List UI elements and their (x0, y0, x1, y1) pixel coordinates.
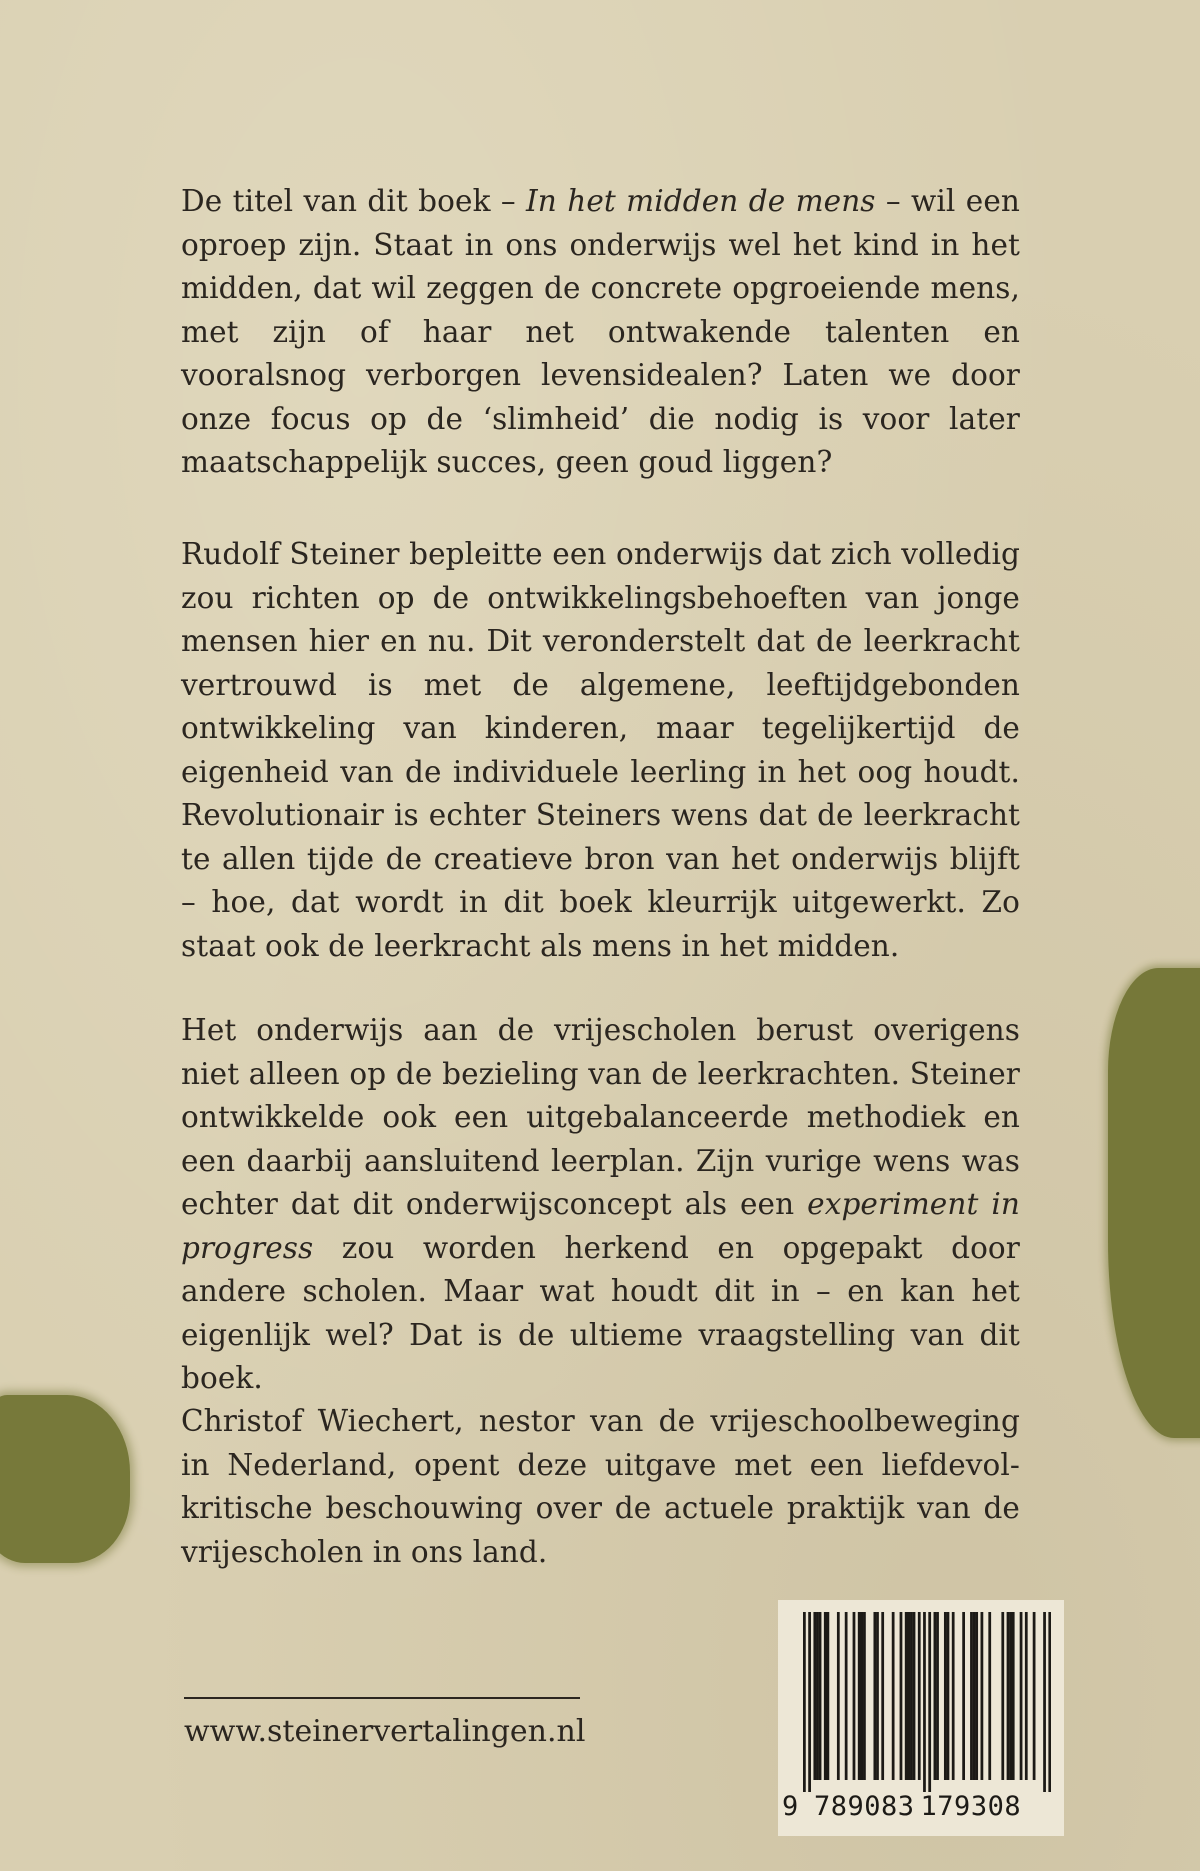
barcode-bar (952, 1612, 955, 1780)
p2-text: Rudolf Steiner bepleitte een onderwijs dat zich volledig zou richten op de ontwikkelingsbehoeften van jonge mensen hier en nu. Dit veronderstelt dat de leerkracht vertrouwd is met de algemene, leeftijdgebonden ontwikkeling van kinderen, maar tegelijkertijd de eigenheid van de individuele leerling in het oog houdt. Revolutionair is echter Steiners wens dat de leerkracht te allen tijde de creatieve bron van het onderwijs blijft – hoe, dat wordt in dit boek kleurrijk uitgewerkt. Zo staat ook de leerkracht als mens in het midden. (181, 537, 1020, 963)
barcode-bar (934, 1612, 937, 1780)
barcode-bar (1043, 1612, 1046, 1792)
barcode-bar (1048, 1612, 1051, 1792)
barcode-bar (988, 1612, 991, 1780)
barcode-bar (876, 1612, 879, 1780)
barcode-bar (923, 1612, 926, 1792)
barcode-bar (1025, 1612, 1028, 1780)
barcode-bar (962, 1612, 965, 1780)
barcode-bar (819, 1612, 822, 1780)
barcode-bar (944, 1612, 947, 1780)
barcode-bar (936, 1612, 939, 1780)
barcode-bar (858, 1612, 861, 1780)
p4-text: Christof Wiechert, nestor van de vrijeschoolbeweging in Nederland, opent deze uitgave met een liefdevol-kritische beschouwing over de actuele praktijk van de vrijescholen in ons land. (181, 1404, 1020, 1569)
barcode-bar (1009, 1612, 1012, 1780)
p3-text-before: Het onderwijs aan de vrijescholen berust overigens niet alleen op de bezieling van de leerkrachten. Steiner ontwikkelde ook een uitgebalanceerde methodiek en een daarbij aansluitend leerplan. Zijn vurige wens was echter dat dit onderwijsconcept als een (181, 1013, 1020, 1221)
book-title-italic: In het midden de mens (526, 184, 876, 218)
barcode-bar (816, 1612, 819, 1780)
p1-text-before: De titel van dit boek – (181, 184, 527, 218)
barcode-bar (813, 1612, 816, 1780)
barcode-bar (947, 1612, 950, 1780)
barcode-bar (860, 1612, 863, 1780)
barcode-bar (881, 1612, 884, 1780)
barcode-bar (824, 1612, 827, 1780)
barcode-bar (808, 1612, 811, 1792)
barcode-bar (863, 1612, 866, 1780)
barcode-bar (973, 1612, 976, 1780)
barcode-bar (910, 1612, 913, 1780)
blurb-paragraph-3 (181, 1009, 1020, 1401)
barcode-bar (837, 1612, 840, 1780)
isbn-digit-group-2: 179308 (920, 1791, 1022, 1822)
barcode-bar (892, 1612, 895, 1780)
isbn-lead-digit: 9 (782, 1791, 799, 1822)
barcode-bar (1001, 1612, 1004, 1780)
blurb-paragraph-2 (181, 533, 1020, 968)
barcode-bar (981, 1612, 984, 1780)
barcode-bar (1012, 1612, 1015, 1780)
barcode-bar (1020, 1612, 1023, 1780)
barcode-bar (928, 1612, 931, 1792)
barcode-bar (1007, 1612, 1010, 1780)
blurb-paragraph-4 (181, 1400, 1020, 1574)
website-divider-line (184, 1697, 580, 1699)
barcode-bar (970, 1612, 973, 1780)
barcode-bar (975, 1612, 978, 1780)
barcode-bar (918, 1612, 921, 1780)
p3-italic-phrase: experiment in progress (181, 1187, 1020, 1265)
barcode-bar (1033, 1612, 1036, 1780)
publisher-website: www.steinervertalingen.nl (184, 1714, 586, 1749)
barcode-bar (900, 1612, 903, 1780)
isbn-barcode (803, 1612, 1051, 1792)
isbn-digits (782, 1790, 1060, 1824)
barcode-bar (905, 1612, 908, 1780)
blurb-paragraph-1 (181, 180, 1020, 485)
barcode-bar (873, 1612, 876, 1780)
barcode-bar (803, 1612, 806, 1792)
barcode-bar (853, 1612, 856, 1780)
barcode-bar (826, 1612, 829, 1780)
isbn-digit-group-1: 789083 (814, 1791, 915, 1822)
olive-paint-blot-left (0, 1395, 130, 1563)
p3-text-after: zou worden herkend en opgepakt door andere scholen. Maar wat houdt dit in – en kan het eigenlijk wel? Dat is de ultieme vraagstelling van dit boek. (181, 1230, 1020, 1395)
barcode-bar (845, 1612, 848, 1780)
barcode-bar (907, 1612, 910, 1780)
barcode-bar (913, 1612, 916, 1780)
p1-text-after: – wil een oproep zijn. Staat in ons onderwijs wel het kind in het midden, dat wil zeggen de concrete opgroeiende mens, met zijn of haar net ontwakende talenten en vooralsnog verborgen levensidealen? Laten we door onze focus op de ‘slimheid’ die nodig is voor later maatschappelijk succes, geen goud liggen? (181, 184, 1020, 479)
